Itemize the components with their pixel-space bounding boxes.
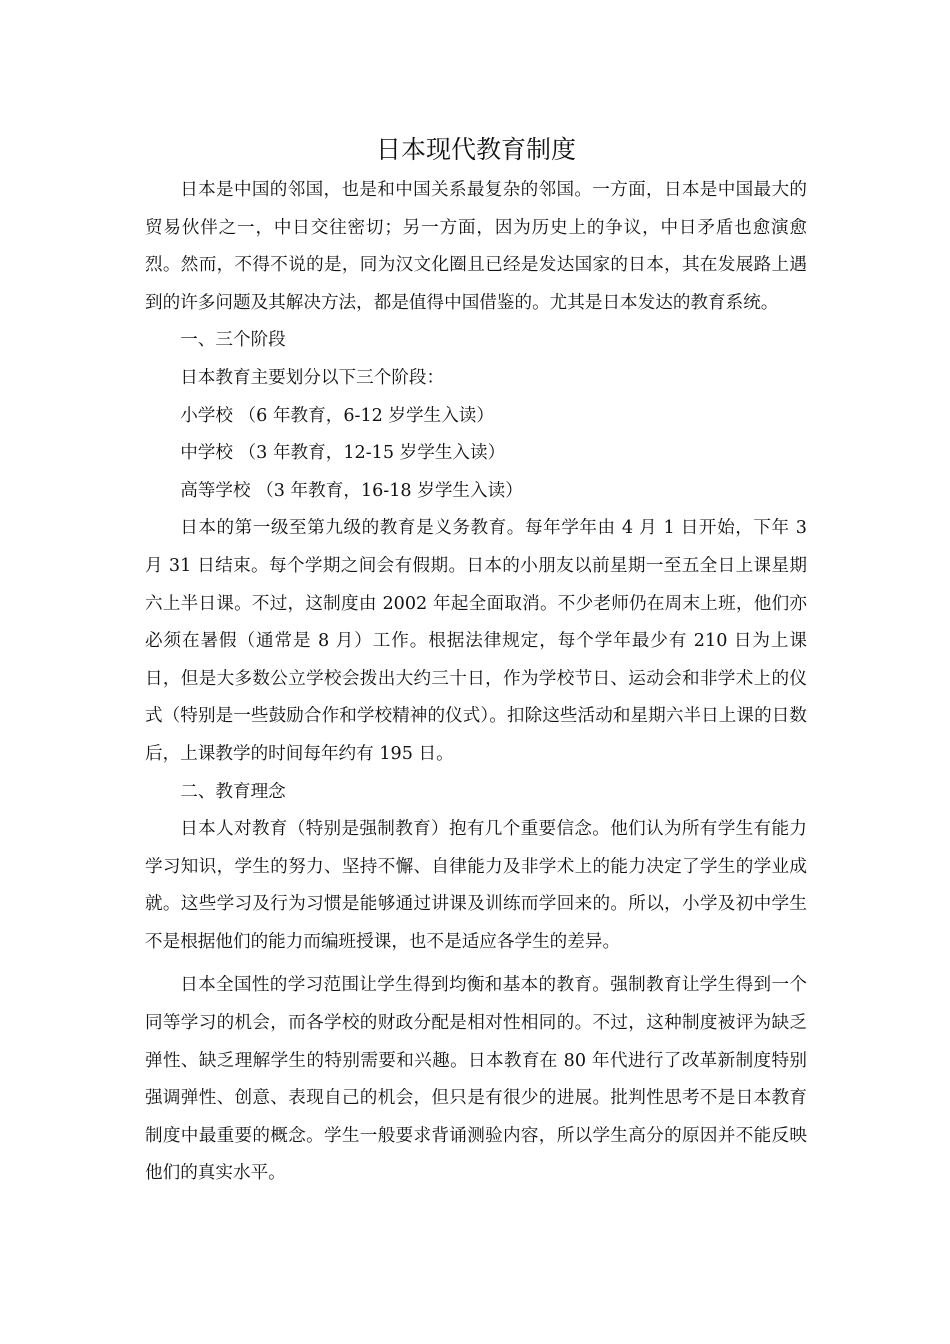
paragraph-stages-lead: 日本教育主要划分以下三个阶段： [180, 367, 445, 388]
document-page [145, 128, 807, 1193]
paragraph-beliefs: 日本人对教育（特别是强制教育）抱有几个重要信念。他们认为所有学生有能力学习知识，学生的努力、坚持不懈、自律能力及非学术上的能力决定了学生的学业成就。这些学习及行为习惯是能够通过讲课及训练而学回来的。所以，小学及初中学生不是根据他们的能力而编班授课，也不是适应各学生的差异。 [145, 819, 807, 952]
list-item-elementary: 小学校 （6 年教育，6-12 岁学生入读） [180, 405, 494, 426]
document-title: 日本现代教育制度 [375, 135, 576, 164]
list-item-high-school: 高等学校 （3 年教育，16-18 岁学生入读） [180, 480, 523, 501]
list-item-middle-school: 中学校 （3 年教育，12-15 岁学生入读） [180, 443, 506, 464]
paragraph-intro: 日本是中国的邻国，也是和中国关系最复杂的邻国。一方面，日本是中国最大的贸易伙伴之一，中日交往密切；另一方面，因为历史上的争议，中日矛盾也愈演愈烈。然而，不得不说的是，同为汉文化圈且已经是发达国家的日本，其在发展路上遇到的许多问题及其解决方法，都是值得中国借鉴的。尤其是日本发达的教育系统。 [145, 180, 807, 313]
section-heading-philosophy: 二、教育理念 [180, 781, 286, 802]
paragraph-compulsory-education: 日本的第一级至第九级的教育是义务教育。每年学年由 4 月 1 日开始，下年 3 月 31 日结束。每个学期之间会有假期。日本的小朋友以前星期一至五全日上课星期六上半日课。不过，这制度由 2002 年起全面取消。不少老师仍在周末上班，他们亦必须在暑假（通常是 8 月）工作。根据法律规定，每个学年最少有 210 日为上课日，但是大多数公立学校会拨出大约三十日，作为学校节日、运动会和非学术上的仪式（特别是一些鼓励合作和学校精神的仪式）。扣除这些活动和星期六半日上课的日数后，上课教学的时间每年约有 195 日。 [145, 518, 807, 764]
paragraph-national-curriculum: 日本全国性的学习范围让学生得到均衡和基本的教育。强制教育让学生得到一个同等学习的机会，而各学校的财政分配是相对性相同的。不过，这种制度被评为缺乏弹性、缺乏理解学生的特别需要和兴趣。日本教育在 80 年代进行了改革新制度特别强调弹性、创意、表现自己的机会，但只是有很少的进展。批判性思考不是日本教育制度中最重要的概念。学生一般要求背诵测验内容，所以学生高分的原因并不能反映他们的真实水平。 [145, 975, 807, 1184]
section-heading-three-stages: 一、三个阶段 [180, 330, 286, 351]
